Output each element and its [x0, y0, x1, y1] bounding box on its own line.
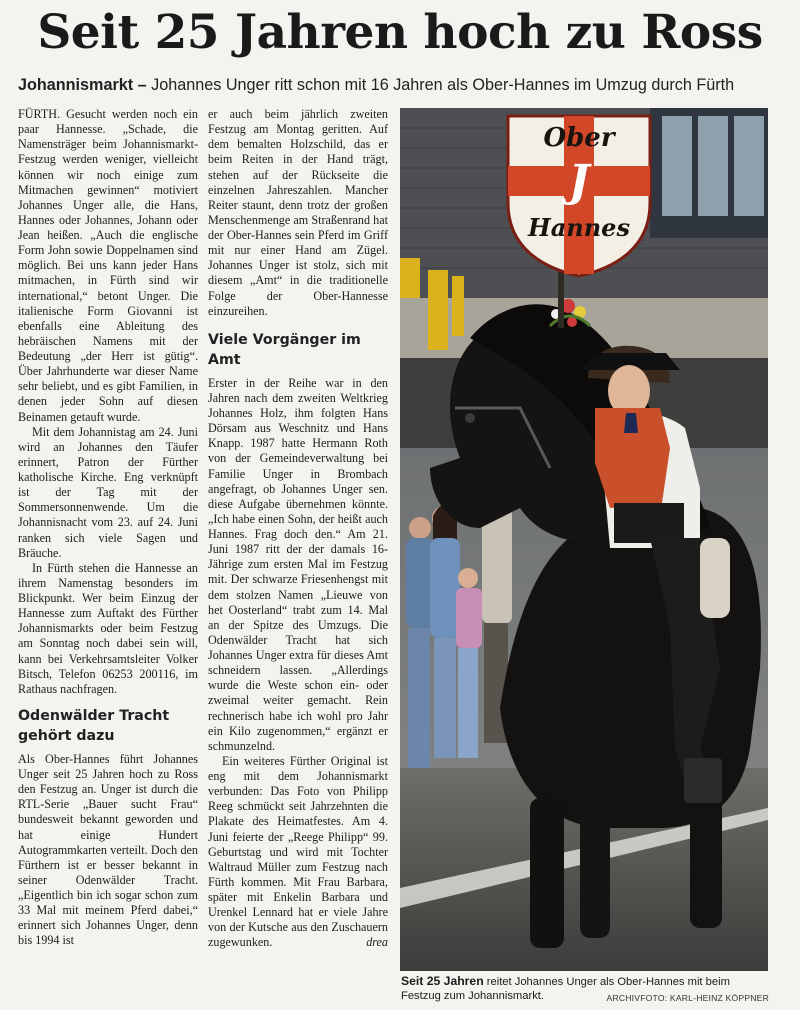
- article-column-1: [18, 107, 198, 949]
- paragraph: Mit dem Johannistag am 24. Juni wird an Johannes den Täufer erinnert, Patron der Fürther katholische Kirche. Eng verknüpft ist der Tag mit der Sommersonnenwende. Um die Johannisnacht vom 23. auf 24. Juni ranken sich viele Sagen und Bräuche.: [18, 424, 198, 560]
- subheadline: [18, 74, 788, 96]
- dek-text: Johannes Unger ritt schon mit 16 Jahren als Ober-Hannes im Umzug durch Fürth: [146, 76, 735, 94]
- sign-bottom-text: Hannes: [528, 213, 630, 242]
- paragraph: Erster in der Reihe war in den Jahren nach dem zweiten Weltkrieg Johannes Holz, ihm folgten Hans Dörsam aus Weschnitz und Hans Knapp. 1987 hatte Hermann Roth von der Gemeindeverwaltung bei Familie Unger in Brombach angefragt, ob Johannes Unger sen. diese Aufgabe übernehmen könnte. „Ich habe einen Sohn, der heißt auch Hannes. Frag doch den.“ Am 21. Juni 1987 ritt der der damals 16-Jährige zum ersten Mal im Festzug mit. Der schwarze Friesenhengst mit dem stolzen Namen „Lieuwe von het Oosterland“ trabt zum 14. Mal an der Spitze des Umzugs. Die Odenwälder Tracht hat sich Johannes Unger extra für dieses Amt schneidern lassen. „Allerdings wurde die Weste schon ein- oder zweimal weiter gemacht. Rein rechnerisch habe ich wohl pro Jahr ein Kilo zugenommen,“ ergänzt er schmunzelnd.: [208, 375, 388, 753]
- paragraph: er auch beim jährlich zweiten Festzug am Montag geritten. Auf dem bemalten Holzschild, das er beim Reiten in der Hand trägt, stehen auf der Rückseite die einzelnen Jahreszahlen. Mancher Reiter staunt, denn trotz der großen Menschenmenge am Straßenrand hat der Ober-Hannes sein Pferd im Griff mit nur einer Hand am Zügel. Johannes Unger ist stolz, sich mit diesem „Amt“ in die traditionelle Folge der Ober-Hannesse einzureihen.: [208, 107, 388, 318]
- paragraph: In Fürth stehen die Hannesse an ihrem Namenstag besonders im Blickpunkt. Wer beim Einzug der Hannesse zum Auftakt des Fürther Johannismarkts oder beim Festzug am Sonntag noch dabei sein will, kann bei Verkehrsamtsleiter Volker Bitsch, Telefon 06253 200116, im Rathaus nachfragen.: [18, 560, 198, 696]
- sign-center-letter: J: [568, 156, 590, 207]
- section-heading: Viele Vorgänger im Amt: [208, 331, 361, 368]
- headline: Seit 25 Jahren hoch zu Ross: [37, 5, 763, 60]
- dek-kicker: Johannismarkt –: [18, 76, 147, 94]
- paragraph: Als Ober-Hannes führt Johannes Unger seit 25 Jahren hoch zu Ross den Festzug an. Unger ist durch die RTL-Serie „Bauer sucht Frau“ bundesweit bekannt geworden und hat einige Hundert Autogrammkarten verteilt. Doch den Fürthern ist er besser bekannt in seiner Odenwälder Tracht. „Eigentlich bin ich sogar schon zum 33 Mal mit meinem Pferd dabei,“ erinnert sich Johannes Unger, denn bis 1994 ist: [18, 751, 198, 948]
- article-column-2: [208, 107, 388, 951]
- paragraph: [18, 107, 198, 425]
- rider-photo: [400, 108, 768, 971]
- paragraph: [208, 754, 388, 951]
- caption-lead: Seit 25 Jahren: [401, 974, 484, 988]
- photo-credit: ARCHIVFOTO: KARL-HEINZ KÖPPNER: [606, 993, 769, 1003]
- author-byline: drea: [366, 935, 388, 950]
- section-heading: Odenwälder Tracht gehört dazu: [18, 707, 170, 744]
- paragraph-text: Ein weiteres Fürther Original ist eng mit dem Johannismarkt verbunden: Das Foto von Philipp Reeg schmückt seit Jahrzehnten die Plakate des Heimatfestes. Am 4. Juni feierte der „Reege Philipp“ 99. Geburtstag und wird mit Tochter Waltraud Müller zum Festzug nach Fürth kommen. Mit Frau Barbara, später mit Enkelin Barbara und Urenkel Lennard hat er viele Jahre von der Kutsche aus den Zuschauern zugewunken.: [208, 753, 388, 950]
- rider-photo-illustration: [400, 108, 768, 971]
- dateline: FÜRTH.: [18, 107, 61, 121]
- sign-top-text: Ober: [543, 123, 615, 153]
- ober-hannes-sign: [508, 116, 650, 276]
- paragraph-text: Gesucht werden noch ein paar Hannesse. „Schade, die Namensträger beim Johannismarkt-Festzug werden weniger, vielleicht können wir noch einige zum Mitmachen gewinnen“ motiviert Johannes Unger alle, die Hans, Hannes oder Johannes, Johann oder Jean heißen. „Auch die englische Form John sowie Doppelnamen sind möglich. Bei uns kann jeder Hans mitmachen, in Fürth sind wir international,“ betont Unger. Die italienische Form Giovanni ist ebenfalls eine Ableitung des hebräischen Namens mit der Bedeutung „der Herr ist gütig“. Über Jahrhunderte war dieser Name sehr beliebt, und es gibt Familien, in denen jeder Sohn auf diesen Beinamen getauft wurde.: [18, 107, 198, 424]
- caption-text: reitet Johannes Unger als Ober-Hannes mit beim Festzug zum Johannismarkt.: [401, 976, 730, 1002]
